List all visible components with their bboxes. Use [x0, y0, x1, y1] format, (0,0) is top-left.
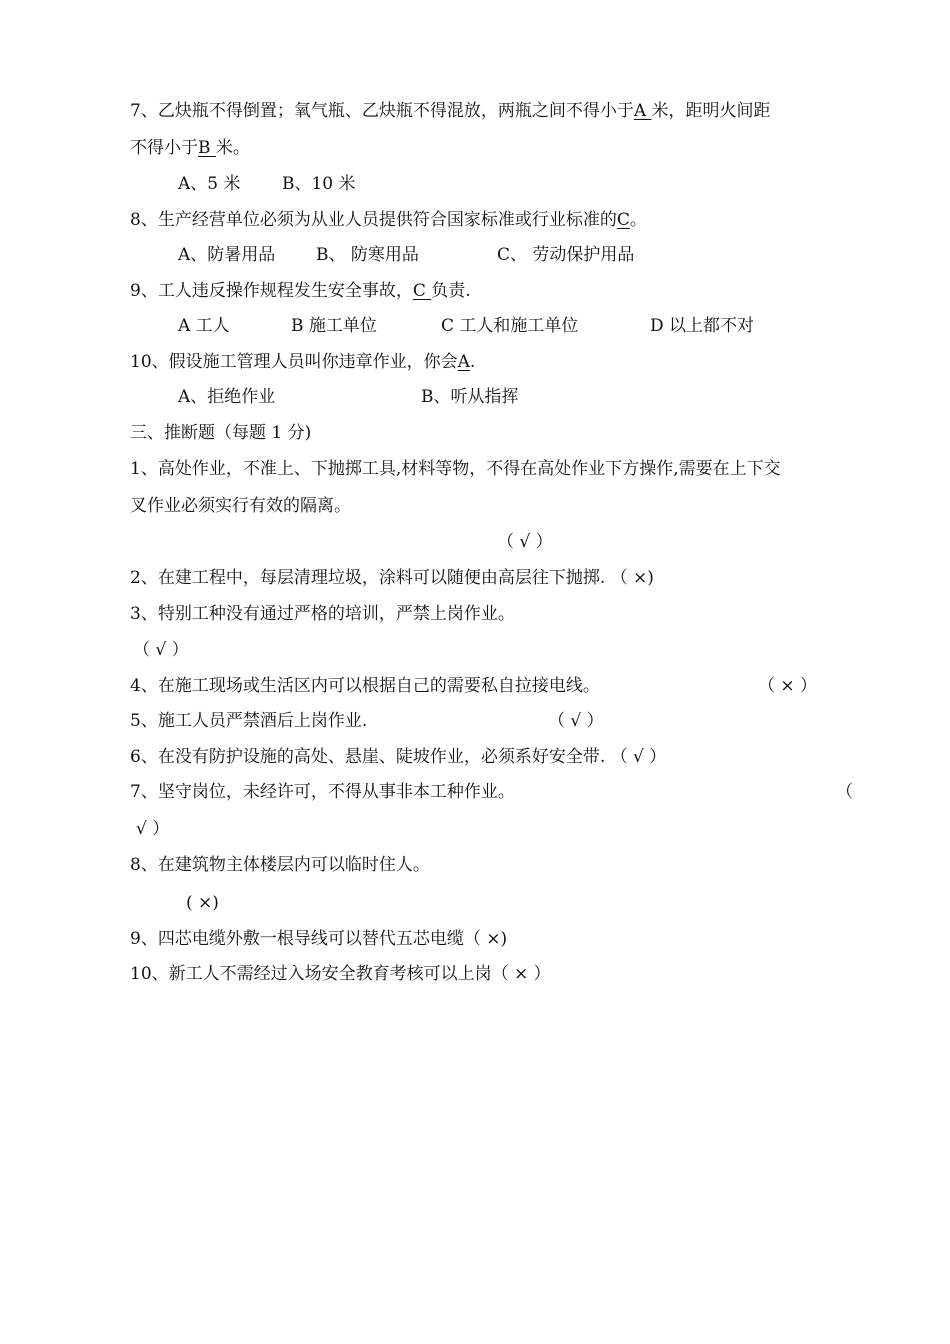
answer-blank: C — [412, 281, 432, 301]
option-d: D 以上都不对 — [650, 316, 755, 336]
tf-question-7: 7、坚守岗位，未经许可，不得从事非本工种作业。 — [130, 782, 515, 802]
option-c: C 工人和施工单位 — [441, 316, 579, 336]
question-text: 8、生产经营单位必须为从业人员提供符合国家标准或行业标准的 — [130, 210, 617, 230]
tf-question-1-line-1: 1、高处作业，不准上、下抛掷工具,材料等物，不得在高处作业下方操作,需要在上下交 — [130, 459, 781, 479]
option-a: A、5 米 — [178, 174, 241, 194]
option-a: A 工人 — [178, 316, 230, 336]
question-text: 。 — [629, 210, 647, 230]
tf-question-4: 4、在施工现场或生活区内可以根据自己的需要私自拉接电线。 — [130, 676, 600, 696]
tf-answer-7-open: （ — [836, 782, 853, 802]
question-text: 米，距明火间距 — [651, 101, 771, 121]
option-b: B、 防寒用品 — [316, 245, 419, 265]
tf-answer-7: √ ） — [136, 819, 170, 839]
question-text: 7、乙炔瓶不得倒置；氧气瓶、乙炔瓶不得混放，两瓶之间不得小于 — [130, 101, 634, 121]
question-text: . — [469, 352, 476, 372]
tf-answer-3: （ √ ） — [133, 640, 189, 660]
tf-answer-5: （ √ ） — [548, 711, 604, 731]
question-text: 米。 — [215, 138, 250, 158]
tf-question-8: 8、在建筑物主体楼层内可以临时住人。 — [130, 855, 430, 875]
tf-question-1-line-2: 叉作业必须实行有效的隔离。 — [130, 496, 351, 516]
question-text: 10、假设施工管理人员叫你违章作业，你会 — [130, 352, 458, 372]
tf-question-9: 9、四芯电缆外敷一根导线可以替代五芯电缆（ ×) — [130, 929, 508, 949]
option-b: B 施工单位 — [291, 316, 377, 336]
tf-answer-1: （ √ ） — [497, 532, 553, 552]
question-text: 9、工人违反操作规程发生安全事故， — [130, 281, 413, 301]
answer-blank: C — [616, 210, 630, 230]
tf-question-3: 3、特别工种没有通过严格的培训，严禁上岗作业。 — [130, 604, 515, 624]
question-8 — [130, 208, 647, 232]
answer-blank: A — [633, 101, 652, 121]
option-c: C、 劳动保护用品 — [497, 245, 635, 265]
tf-question-10: 10、新工人不需经过入场安全教育考核可以上岗（ × ） — [130, 964, 551, 984]
tf-question-2: 2、在建工程中，每层清理垃圾，涂料可以随便由高层往下抛掷. （ ×) — [130, 568, 654, 588]
option-b: B、听从指挥 — [421, 387, 519, 407]
section-heading: 三、推断题（每题 1 分) — [130, 423, 312, 443]
tf-answer-4: （ × ） — [758, 676, 818, 696]
question-text: 负责. — [431, 281, 471, 301]
question-text: 不得小于 — [130, 138, 198, 158]
question-7-line-2 — [130, 136, 250, 160]
question-7-line-1 — [130, 99, 771, 123]
option-b: B、10 米 — [282, 174, 356, 194]
tf-question-6: 6、在没有防护设施的高处、悬崖、陡坡作业，必须系好安全带. （ √ ） — [130, 747, 667, 767]
option-a: A、拒绝作业 — [178, 387, 276, 407]
tf-answer-8: ( ×) — [186, 893, 219, 913]
answer-blank: B — [198, 138, 216, 158]
tf-question-5: 5、施工人员严禁酒后上岗作业. — [130, 711, 368, 731]
question-10 — [130, 350, 475, 374]
answer-blank: A — [457, 352, 470, 372]
question-9 — [130, 279, 471, 303]
option-a: A、防暑用品 — [178, 245, 276, 265]
